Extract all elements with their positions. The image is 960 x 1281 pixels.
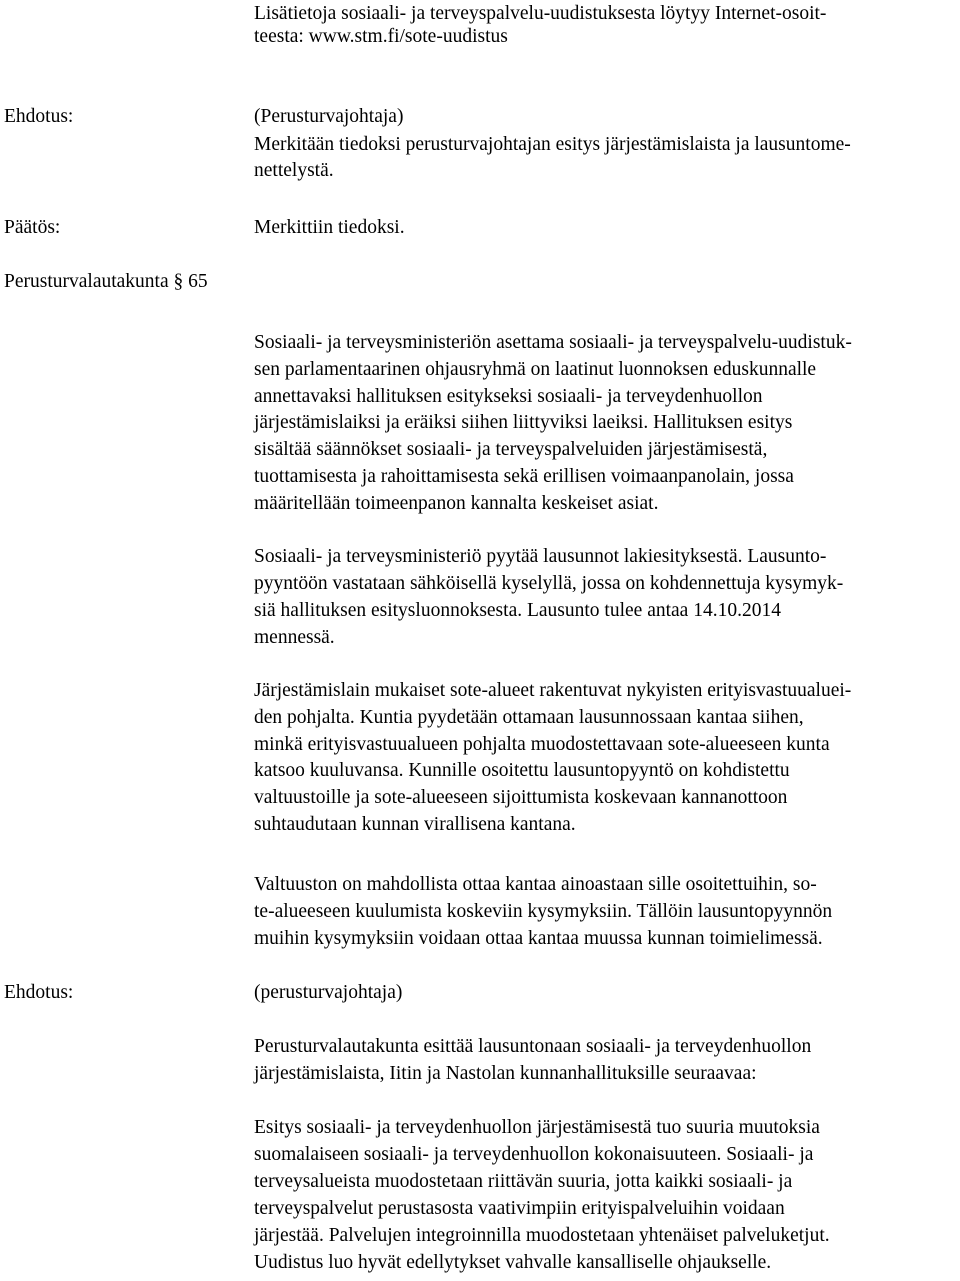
paragraph-line: katsoo kuuluvansa. Kunnille osoitettu lausuntopyyntö on kohdistettu (254, 760, 790, 781)
paragraph-line: mennessä. (254, 627, 335, 648)
paragraph-line: suomalaiseen sosiaali- ja terveydenhuollon kokonaisuuteen. Sosiaali- ja (254, 1144, 814, 1165)
decision-text: Merkittiin tiedoksi. (254, 217, 405, 238)
decision-label: Päätös: (4, 217, 61, 238)
section-heading: Perusturvalautakunta § 65 (4, 271, 208, 292)
paragraph-line: valtuustoille ja sote-alueeseen sijoittumista koskevaan kannanottoon (254, 787, 788, 808)
proposal-label: Ehdotus: (4, 106, 74, 127)
paragraph-line: Valtuuston on mahdollista ottaa kantaa ainoastaan sille osoitettuihin, so- (254, 874, 817, 895)
paragraph-line: pyyntöön vastataan sähköisellä kyselyllä, jossa on kohdennettuja kysymyk- (254, 573, 844, 594)
proposal-author: (perusturvajohtaja) (254, 982, 403, 1003)
paragraph-line: siä hallituksen esitysluonnoksesta. Lausunto tulee antaa 14.10.2014 (254, 600, 781, 621)
paragraph-line: minkä erityisvastuualueen pohjalta muodostettavaan sote-alueeseen kunta (254, 734, 830, 755)
paragraph-line: Järjestämislain mukaiset sote-alueet rakentuvat nykyisten erityisvastuualuei- (254, 680, 852, 701)
paragraph-line: järjestää. Palvelujen integroinnilla muodostetaan yhtenäiset palveluketjut. (254, 1225, 830, 1246)
proposal-text-line: nettelystä. (254, 160, 334, 181)
paragraph-line: te-alueeseen kuulumista koskeviin kysymyksiin. Tällöin lausuntopyynnön (254, 901, 833, 922)
paragraph-line: suhtaudutaan kunnan virallisena kantana. (254, 814, 576, 835)
intro-line: Lisätietoja sosiaali- ja terveyspalvelu-uudistuksesta löytyy Internet-osoit- (254, 3, 827, 24)
paragraph-line: Uudistus luo hyvät edellytykset vahvalle kansalliselle ohjaukselle. (254, 1252, 772, 1273)
paragraph-line: Sosiaali- ja terveysministeriö pyytää lausunnot lakiesityksestä. Lausunto- (254, 546, 827, 567)
paragraph-line: Esitys sosiaali- ja terveydenhuollon järjestämisestä tuo suuria muutoksia (254, 1117, 820, 1138)
paragraph-line: järjestämislaista, Iitin ja Nastolan kunnanhallituksille seuraavaa: (254, 1063, 757, 1084)
paragraph-line: den pohjalta. Kuntia pyydetään ottamaan lausunnossaan kantaa siihen, (254, 707, 804, 728)
paragraph-line: muihin kysymyksiin voidaan ottaa kantaa muussa kunnan toimielimessä. (254, 928, 823, 949)
paragraph-line: terveysalueista muodostetaan riittävän suuria, jotta kaikki sosiaali- ja (254, 1171, 793, 1192)
proposal-label: Ehdotus: (4, 982, 74, 1003)
proposal-text-line: Merkitään tiedoksi perusturvajohtajan esitys järjestämislaista ja lausuntome- (254, 134, 851, 155)
paragraph-line: järjestämislaiksi ja eräiksi siihen liittyviksi laeiksi. Hallituksen esitys (254, 412, 793, 433)
paragraph-line: terveyspalvelut perustasosta vaativimpiin erityispalveluihin voidaan (254, 1198, 785, 1219)
proposal-author: (Perusturvajohtaja) (254, 106, 404, 127)
paragraph-line: sisältää säännökset sosiaali- ja terveyspalveluiden järjestämisestä, (254, 439, 768, 460)
paragraph-line: Perusturvalautakunta esittää lausuntonaan sosiaali- ja terveydenhuollon (254, 1036, 812, 1057)
paragraph-line: Sosiaali- ja terveysministeriön asettama sosiaali- ja terveyspalvelu-uudistuk- (254, 332, 852, 353)
paragraph-line: määritellään toimeenpanon kannalta keskeiset asiat. (254, 493, 659, 514)
paragraph-line: annettavaksi hallituksen esitykseksi sosiaali- ja terveydenhuollon (254, 386, 763, 407)
paragraph-line: tuottamisesta ja rahoittamisesta sekä erillisen voimaanpanolain, jossa (254, 466, 794, 487)
intro-line: teesta: www.stm.fi/sote-uudistus (254, 26, 508, 47)
paragraph-line: sen parlamentaarinen ohjausryhmä on laatinut luonnoksen eduskunnalle (254, 359, 817, 380)
